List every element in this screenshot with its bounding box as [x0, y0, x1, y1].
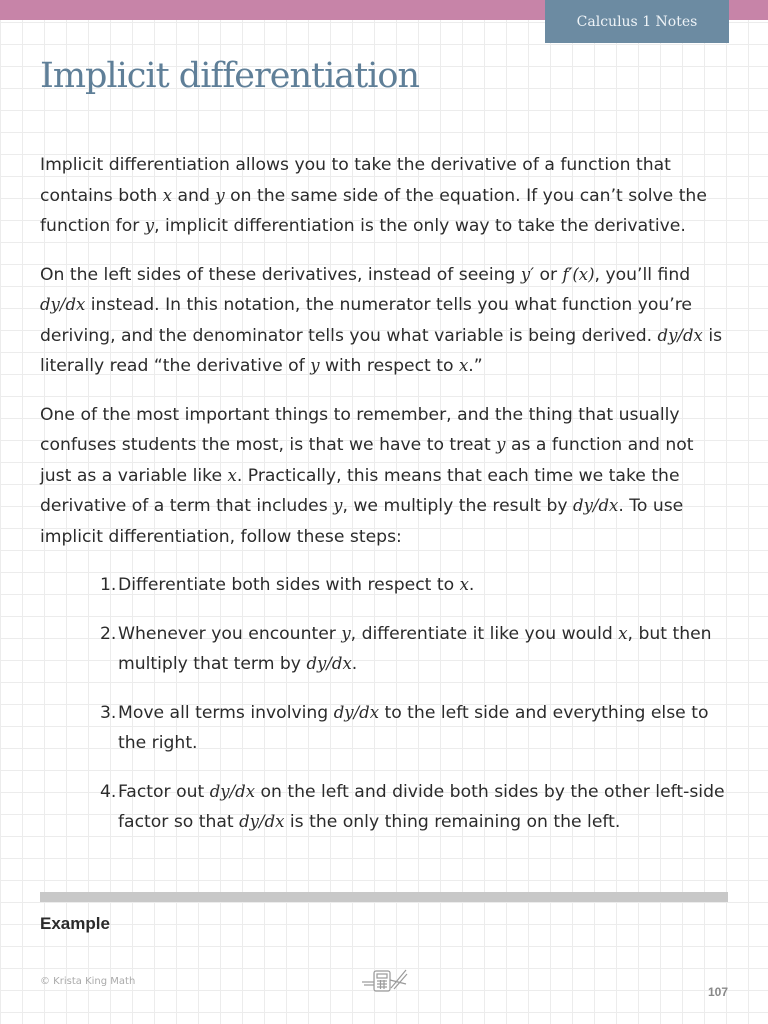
text-run: , but then multiply that term by: [118, 623, 712, 674]
step-number: 1.: [100, 575, 117, 595]
paragraph-notation: [40, 260, 730, 382]
math-expression: dy/dx: [333, 702, 379, 722]
text-run: to the left side and everything else to the right.: [118, 702, 709, 753]
step-item: [40, 570, 730, 601]
math-expression: dy/dx: [306, 654, 352, 673]
step-number: 2.: [100, 623, 117, 644]
text-run: as a function and not just as a variable like: [40, 435, 694, 486]
text-run: on the same side of the equation. If you can’t solve the function for: [40, 185, 707, 236]
text-run: Differentiate both sides with respect to: [118, 575, 460, 595]
math-variable: x: [162, 185, 173, 205]
text-run: , we multiply the result by: [342, 496, 574, 516]
text-run: with respect to: [319, 356, 459, 376]
text-run: .: [351, 654, 358, 674]
math-variable: y: [310, 356, 320, 375]
text-run: is the only thing remaining on the left.: [284, 812, 621, 832]
math-variable: y: [496, 435, 506, 454]
text-run: .”: [468, 356, 483, 376]
math-expression: dy/dx: [573, 496, 619, 515]
math-variable: y: [144, 216, 155, 235]
text-run: , implicit differentiation is the only way to take the derivative.: [154, 216, 686, 236]
text-run: on the left and divide both sides by the other left-side factor so that: [118, 781, 725, 832]
steps-list: [40, 570, 730, 838]
step-number: 4.: [100, 781, 117, 802]
page-number: 107: [707, 985, 728, 999]
step-item: [40, 698, 730, 759]
math-expression: y′: [520, 264, 534, 284]
text-run: or: [533, 264, 563, 285]
math-variable: x: [618, 623, 628, 643]
math-expression: dy/dx: [40, 295, 86, 314]
book-title-tab: [545, 0, 729, 43]
math-variable: y: [215, 185, 225, 205]
math-expression: dy/dx: [209, 781, 255, 801]
text-run: On the left sides of these derivatives, instead of seeing: [40, 264, 521, 285]
step-item: [40, 777, 730, 838]
body-content: [40, 150, 730, 856]
step-item: [40, 619, 730, 680]
math-expression: dy/dx: [239, 812, 285, 831]
math-variable: y: [341, 623, 351, 643]
math-variable: x: [459, 575, 469, 594]
text-run: .: [468, 575, 475, 595]
text-run: is literally read “the derivative of: [40, 325, 723, 376]
book-title: Calculus 1 Notes: [576, 13, 698, 30]
step-number: 3.: [100, 702, 117, 723]
math-variable: y: [333, 496, 343, 515]
calculator-pencil-icon: [360, 966, 410, 994]
footer-copyright: © Krista King Math: [40, 976, 136, 987]
text-run: . Practically, this means that each time we take the derivative of a term that includes: [40, 465, 680, 516]
text-run: Factor out: [118, 781, 210, 802]
paragraph-treat-y: [40, 400, 730, 553]
math-expression: f′(x): [562, 264, 595, 284]
text-run: and: [172, 185, 216, 206]
text-run: One of the most important things to remember, and the thing that usually confuses students the most, is that we have to treat: [40, 404, 680, 455]
text-run: , differentiate it like you would: [350, 623, 619, 644]
paragraph-intro: [40, 150, 730, 242]
section-divider: [40, 892, 728, 902]
example-heading: Example: [40, 914, 110, 933]
text-run: , you’ll find: [594, 264, 691, 285]
page-title: Implicit differentiation: [40, 56, 419, 96]
math-expression: dy/dx: [657, 325, 703, 345]
math-variable: x: [227, 465, 237, 485]
text-run: . To use implicit differentiation, follow these steps:: [40, 496, 684, 547]
text-run: instead. In this notation, the numerator tells you what function you’re deriving, and the denominator tells you what variable is being derived.: [40, 295, 693, 346]
math-variable: x: [458, 356, 469, 375]
text-run: Implicit differentiation allows you to take the derivative of a function that contains both: [40, 155, 671, 206]
text-run: Whenever you encounter: [118, 623, 342, 644]
text-run: Move all terms involving: [118, 702, 334, 723]
